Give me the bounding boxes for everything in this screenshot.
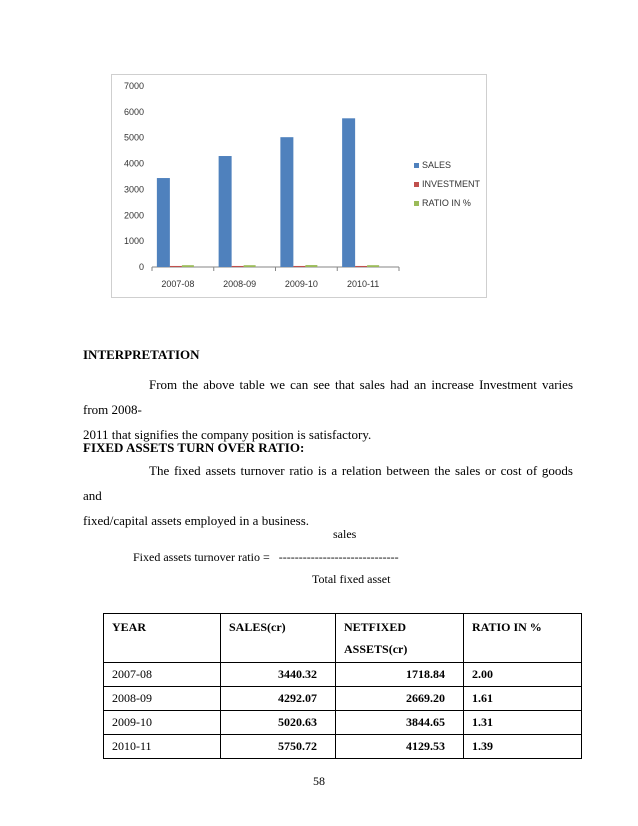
legend-swatch bbox=[414, 201, 419, 206]
y-tick-label: 0 bbox=[138, 262, 144, 272]
cell-ratio: 1.39 bbox=[464, 735, 582, 759]
formula-denominator: Total fixed asset bbox=[312, 572, 391, 586]
bar-sales bbox=[280, 137, 293, 267]
bar-investment bbox=[232, 266, 244, 267]
cell-net-fixed: 4129.53 bbox=[336, 735, 464, 759]
bar-investment bbox=[170, 266, 182, 267]
fixed-assets-heading: FIXED ASSETS TURN OVER RATIO: bbox=[83, 440, 305, 455]
bar-investment bbox=[355, 266, 367, 267]
y-tick-label: 1000 bbox=[123, 236, 144, 247]
cell-ratio: 1.31 bbox=[464, 711, 582, 735]
x-tick-label: 2009-10 bbox=[284, 279, 318, 289]
header-year: YEAR bbox=[104, 614, 221, 663]
y-tick-label: 3000 bbox=[123, 184, 144, 195]
bar-ratio-in bbox=[305, 265, 317, 267]
header-ratio: RATIO IN % bbox=[464, 614, 582, 663]
cell-year: 2007-08 bbox=[104, 663, 221, 687]
bar-ratio-in bbox=[182, 265, 194, 267]
cell-ratio: 1.61 bbox=[464, 687, 582, 711]
cell-sales: 5750.72 bbox=[221, 735, 336, 759]
table-row bbox=[104, 711, 582, 735]
y-tick-label: 4000 bbox=[123, 158, 144, 169]
cell-net-fixed: 3844.65 bbox=[336, 711, 464, 735]
table-row bbox=[104, 663, 582, 687]
header-sales: SALES(cr) bbox=[221, 614, 336, 663]
legend-label: INVESTMENT bbox=[422, 179, 481, 189]
table-header-row bbox=[104, 614, 582, 663]
cell-sales: 3440.32 bbox=[221, 663, 336, 687]
bar-ratio-in bbox=[244, 265, 256, 267]
cell-year: 2010-11 bbox=[104, 735, 221, 759]
table-row bbox=[104, 687, 582, 711]
cell-sales: 4292.07 bbox=[221, 687, 336, 711]
legend-swatch bbox=[414, 182, 419, 187]
fixed-assets-line-2: fixed/capital assets employed in a business. bbox=[83, 513, 310, 528]
header-net-fixed: NETFIXED bbox=[344, 620, 407, 634]
chart-canvas bbox=[112, 75, 486, 297]
bar-sales bbox=[342, 118, 355, 267]
y-tick-label: 5000 bbox=[123, 132, 144, 143]
table-row bbox=[104, 735, 582, 759]
interpretation-line-1: From the above table we can see that sales had an increase Investment varies from 2008- bbox=[83, 377, 573, 417]
cell-sales: 5020.63 bbox=[221, 711, 336, 735]
header-assets: ASSETS(cr) bbox=[344, 642, 408, 656]
cell-year: 2008-09 bbox=[104, 687, 221, 711]
bar-sales bbox=[157, 178, 170, 267]
bar-sales bbox=[219, 156, 232, 267]
formula-label: Fixed assets turnover ratio = ------------------------------ bbox=[133, 550, 399, 564]
cell-year: 2009-10 bbox=[104, 711, 221, 735]
fixed-assets-line-1: The fixed assets turnover ratio is a relation between the sales or cost of goods and bbox=[83, 463, 573, 503]
bar-chart bbox=[111, 74, 487, 298]
interpretation-heading: INTERPRETATION bbox=[83, 347, 200, 362]
interpretation-paragraph bbox=[83, 372, 573, 447]
cell-net-fixed: 1718.84 bbox=[336, 663, 464, 687]
legend-label: RATIO IN % bbox=[422, 198, 471, 208]
header-net-fixed-assets bbox=[336, 614, 464, 663]
ratio-table bbox=[103, 613, 582, 759]
legend-label: SALES bbox=[422, 160, 452, 170]
x-tick-label: 2007-08 bbox=[161, 279, 195, 289]
y-tick-label: 7000 bbox=[123, 81, 144, 91]
bar-investment bbox=[293, 266, 305, 267]
page-number: 58 bbox=[313, 774, 325, 788]
y-tick-label: 2000 bbox=[123, 210, 144, 221]
x-tick-label: 2008-09 bbox=[223, 279, 257, 289]
x-tick-label: 2010-11 bbox=[346, 279, 380, 289]
formula-numerator: sales bbox=[333, 527, 357, 541]
bar-ratio-in bbox=[367, 265, 379, 267]
cell-net-fixed: 2669.20 bbox=[336, 687, 464, 711]
y-tick-label: 6000 bbox=[123, 106, 144, 117]
fixed-assets-paragraph bbox=[83, 458, 573, 533]
cell-ratio: 2.00 bbox=[464, 663, 582, 687]
legend-swatch bbox=[414, 163, 419, 168]
interpretation-line-2: 2011 that signifies the company position is satisfactory. bbox=[83, 427, 372, 442]
